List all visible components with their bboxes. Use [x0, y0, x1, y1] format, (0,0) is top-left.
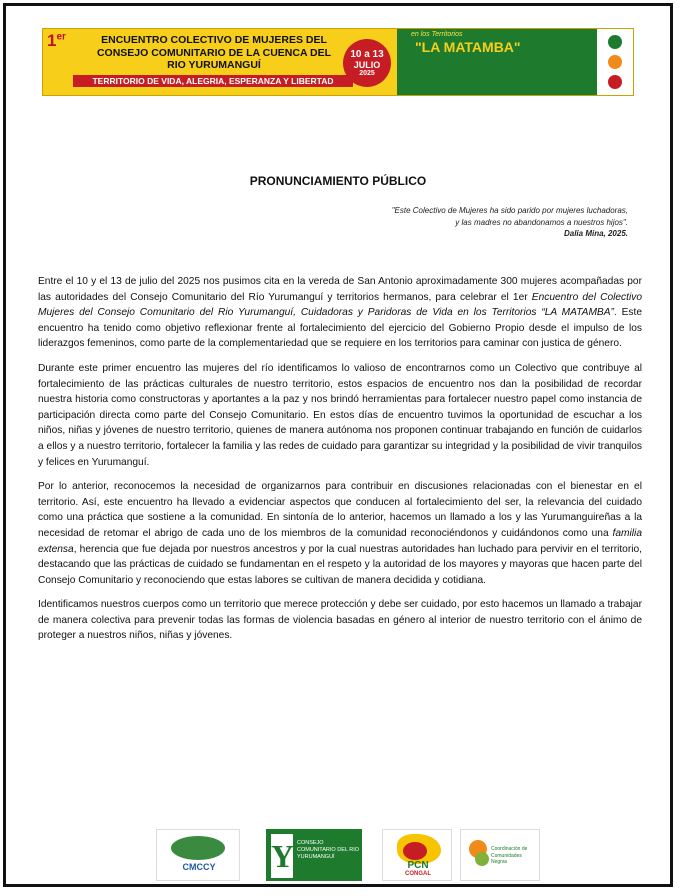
event-subtitle: en los Territorios — [411, 31, 463, 38]
comunidades-negras-logo: Coordinación de Comunidades Negras — [460, 829, 540, 881]
pcn-logo: PCN CONGAL — [382, 829, 452, 881]
document-title: PRONUNCIAMIENTO PÚBLICO — [249, 174, 427, 188]
date-days: 10 a 13 — [350, 49, 384, 60]
document-body — [38, 274, 642, 653]
epigraph-quote: "Este Colectivo de Mujeres ha sido parido por mujeres luchadoras, y las madres no abandonamos a nuestros hijos". — [391, 206, 628, 227]
epigraph — [388, 205, 628, 240]
date-month: JULIO — [353, 60, 381, 70]
date-badge — [343, 39, 391, 87]
epigraph-author: Dalia Mina, 2025. — [563, 229, 628, 238]
cmccy-logo: CMCCY — [156, 829, 240, 881]
banner-logos — [597, 29, 633, 95]
banner-tagline: TERRITORIO DE VIDA, ALEGRIA, ESPERANZA Y LIBERTAD — [73, 75, 353, 87]
logo-circle-icon — [608, 75, 622, 89]
logo-circle-icon — [608, 35, 622, 49]
date-year: 2025 — [359, 70, 375, 77]
event-banner — [42, 28, 634, 96]
globe-icon — [171, 836, 225, 860]
event-name: "LA MATAMBA" — [415, 39, 521, 55]
consejo-comunitario-logo: Y CONSEJO COMUNITARIO DEL RIO YURUMANGUÍ — [266, 829, 362, 881]
document-page — [3, 3, 673, 887]
footer-logos — [156, 829, 540, 881]
paragraph-4: Identificamos nuestros cuerpos como un territorio que merece protección y debe ser cuidado, por esto hacemos un llamado a trabajar de manera colectiva para prevenir todas las formas de violencia basadas en género al interior de nuestro territorio con el ánimo de proteger a nuestros niños, niñas y jóvenes. — [38, 599, 642, 642]
paragraph-2: Durante este primer encuentro las mujeres del río identificamos lo valioso de encontrarnos como un Colectivo que contribuye al fortalecimiento de las prácticas culturales de nuestro territorio, estos espacios de encuentro nos dan la posibilidad de recordar nuestra historia como constructoras y aportantes a la paz y nos brindó herramientas para fortalecer nuestro papel como instancia de participación directa como parte del Consejo Comunitario. En estos días de encuentro tuvimos la oportunidad de escuchar a los niños, niñas y jóvenes de nuestro territorio, quienes de manera autónoma nos proponen continuar trabajando en función de cuidarlos a ellos y a nuestro territorio, fortalecer la familia y las redes de cuidado para garantizar su integridad y la posibilidad de vivir tranquilos y felices en Yurumanguí. — [38, 362, 642, 468]
logo-circle-icon — [608, 55, 622, 69]
banner-event-panel — [397, 29, 597, 95]
banner-title: ENCUENTRO COLECTIVO DE MUJERES DEL CONSEJO COMUNITARIO DE LA CUENCA DEL RIO YURUMANGUÍ — [96, 34, 332, 71]
banner-ordinal: 1er — [47, 31, 66, 50]
paragraph-1: Entre el 10 y el 13 de julio del 2025 nos pusimos cita en la vereda de San Antonio aproximadamente 300 mujeres acompañadas por las autoridades del Consejo Comunitario del Río Yurumanguí y territorios hermanos, para celebrar el 1er Encuentro del Colectivo Mujeres del Consejo Comunitario del Rio Yurumanguí, Cuidadoras y Paridoras de Vida en los Territorios “LA MATAMBA”. Este encuentro ha tenido como objetivo reflexionar frente al fortalecimiento del ejercicio del Gobierno Propio desde el impulso de los liderazgos femeninos, como parte de la complementariedad que se requiere en los territorios para caminar con justica de género. — [38, 276, 643, 350]
paragraph-3: Por lo anterior, reconocemos la necesidad de organizarnos para contribuir en discusiones relacionadas con el bienestar en el territorio. Así, este encuentro ha llevado a evidenciar aspectos que conducen al fortalecimiento del ser, la relevancia del cuidado como una práctica que sostiene a la comunidad. En sintonía de lo anterior, hacemos un llamado a los y las Yurumanguireñas a la necesidad de retomar el abrigo de cada uno de los miembros de la comunidad reconociéndonos y cuidándonos como una familia extensa, herencia que fue dejada por nuestros ancestros y por la cual nuestras autoridades han luchado para pervivir en el territorio, destacando que las prácticas de cuidado se fundamentan en el respeto y la autoridad de los mayores y mayoras que hacen parte del Consejo Comunitario y reconociendo que estas labores se cultivan de manera decidida y cotidiana. — [38, 481, 642, 586]
